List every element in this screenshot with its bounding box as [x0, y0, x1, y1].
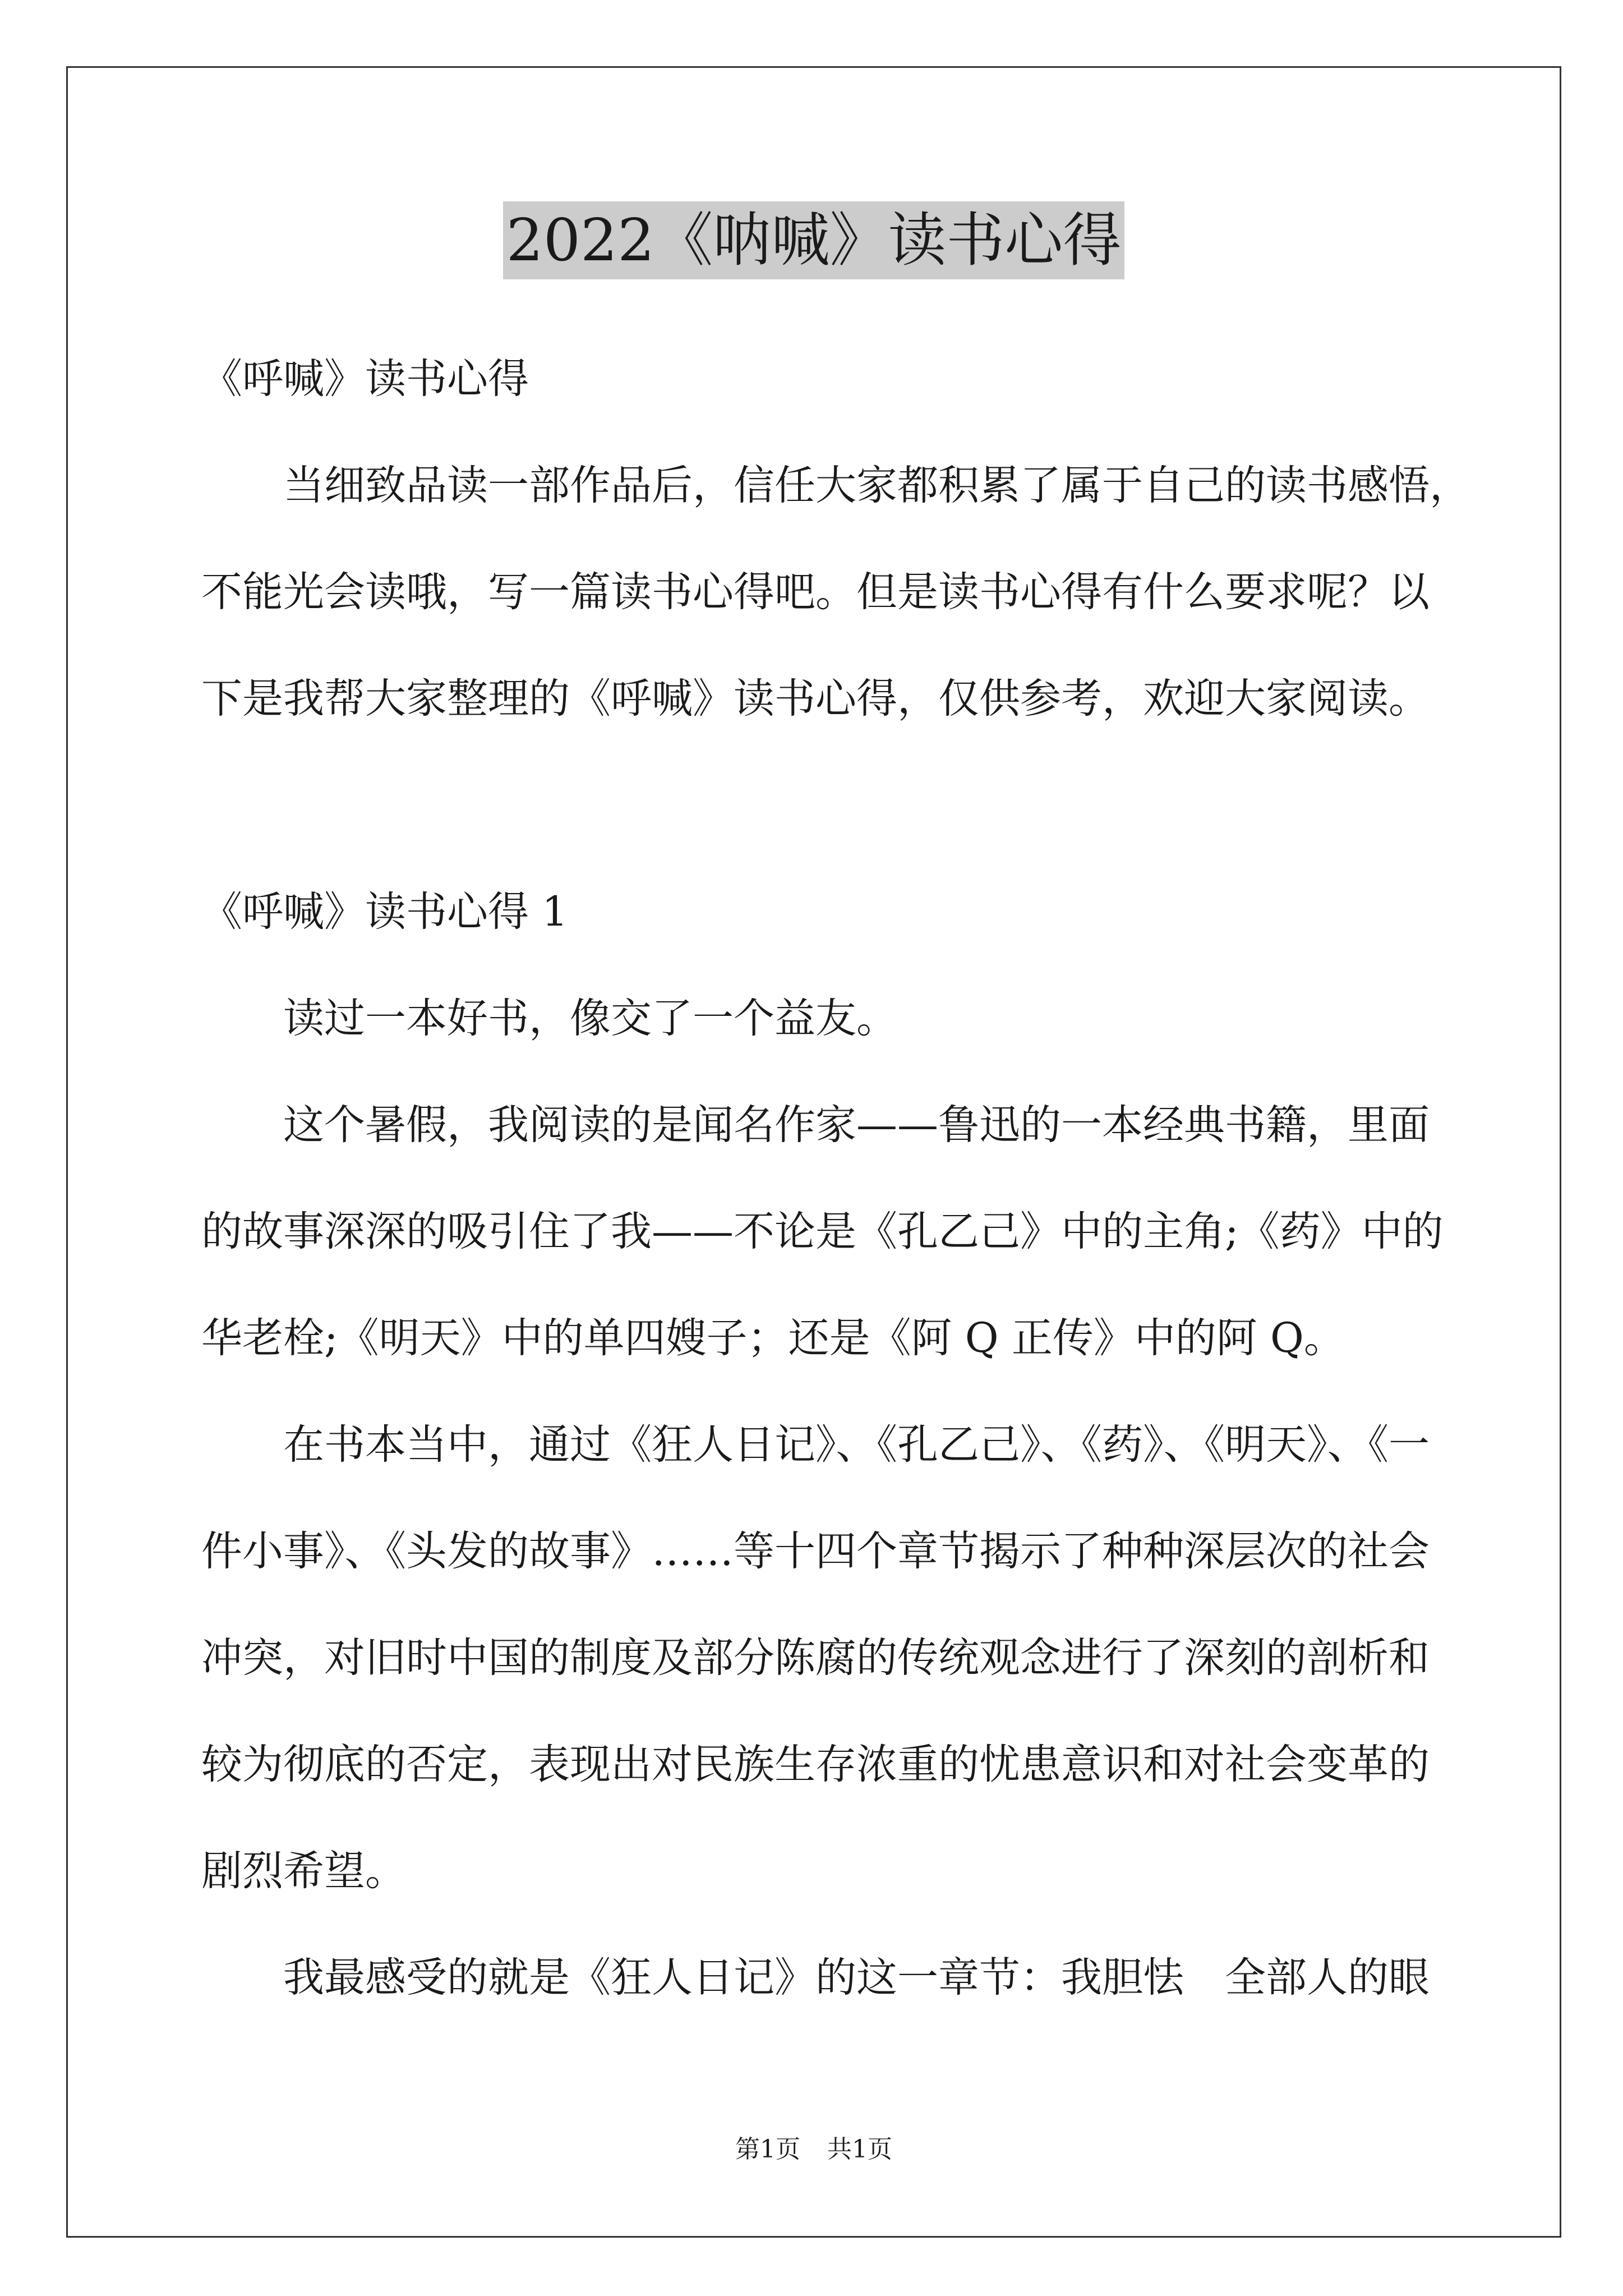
- blank-line: [201, 752, 1491, 859]
- essay-paragraph: [201, 1925, 1491, 2031]
- title-block: [66, 201, 1561, 279]
- page-total: 共1页: [827, 2135, 892, 2164]
- essay-paragraph: [201, 1392, 1491, 1925]
- document-body: [201, 326, 1491, 2031]
- paragraph-line: 在书本当中，通过《狂人日记》、《孔乙己》、《药》、《明天》、《一: [283, 1421, 1430, 1469]
- essay-paragraph: [201, 965, 1491, 1072]
- paragraph-line: 我最感受的就是《狂人日记》的这一章节：我胆怯 全部人的眼: [283, 1954, 1430, 2001]
- paragraph-line: 冲突，对旧时中国的制度及部分陈腐的传统观念进行了深刻的剖析和: [201, 1634, 1430, 1682]
- paragraph-line: 剧烈希望。: [201, 1847, 406, 1895]
- paragraph-line: 华老栓;《明天》中的单四嫂子；还是《阿 Q 正传》中的阿 Q。: [201, 1314, 1345, 1362]
- paragraph-line: 较为彻底的否定，表现出对民族生存浓重的忧患意识和对社会变革的: [201, 1741, 1430, 1788]
- paragraph-line: 不能光会读哦，写一篇读书心得吧。但是读书心得有什么要求呢？以: [201, 568, 1430, 616]
- essay-heading: 《呼喊》读书心得 1: [201, 888, 568, 936]
- paragraph-line: 下是我帮大家整理的《呼喊》读书心得，仅供参考，欢迎大家阅读。: [201, 675, 1430, 723]
- document-title: 2022《呐喊》读书心得: [503, 201, 1125, 279]
- paragraph-line: 件小事》、《头发的故事》……等十四个章节揭示了种种深层次的社会: [201, 1527, 1430, 1575]
- paragraph-line: 的故事深深的吸引住了我——不论是《孔乙己》中的主角;《药》中的: [201, 1208, 1444, 1255]
- page-number: 第1页: [735, 2135, 800, 2164]
- essay-paragraph: [201, 1072, 1491, 1392]
- section-heading: 《呼喊》读书心得: [201, 355, 529, 403]
- intro-paragraph: [201, 432, 1491, 752]
- paragraph-line: 当细致品读一部作品后，信任大家都积累了属于自己的读书感悟，: [283, 462, 1470, 509]
- paragraph-line: 读过一本好书，像交了一个益友。: [283, 995, 897, 1042]
- page-footer: [66, 2133, 1561, 2166]
- paragraph-line: 这个暑假，我阅读的是闻名作家——鲁迅的一本经典书籍，里面: [283, 1101, 1430, 1149]
